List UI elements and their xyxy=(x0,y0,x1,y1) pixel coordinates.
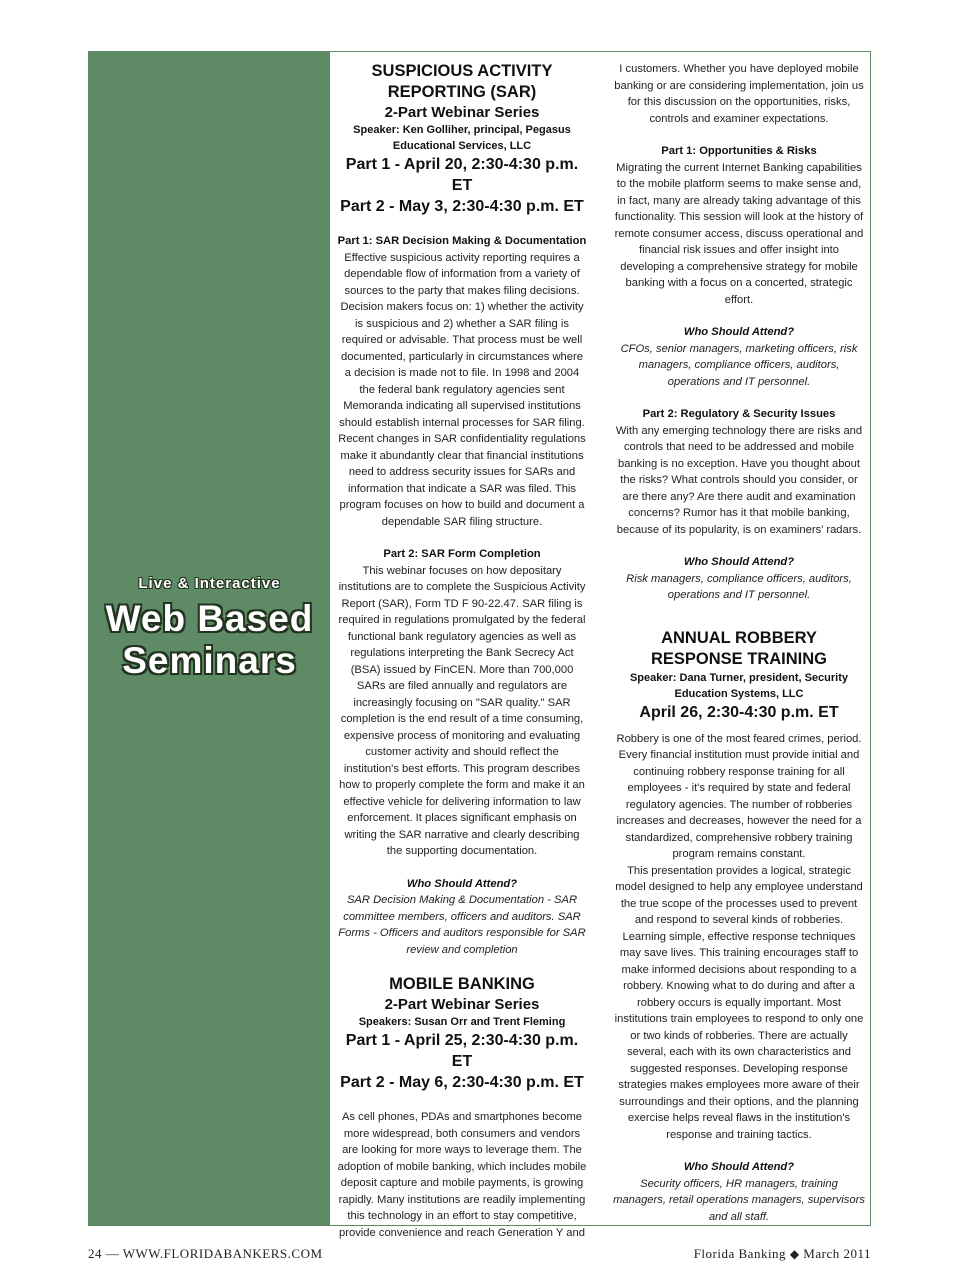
diamond-icon: ◆ xyxy=(789,1247,800,1261)
mobile-who1-body: CFOs, senior managers, marketing officers, risk managers, compliance officers, auditors, operations and IT personnel. xyxy=(620,342,858,388)
sar-date-2: Part 2 - May 3, 2:30-4:30 p.m. ET xyxy=(340,198,584,215)
mobile-series: 2-Part Webinar Series xyxy=(384,996,540,1013)
left-column xyxy=(337,61,587,1241)
robbery-date: April 26, 2:30-4:30 p.m. ET xyxy=(639,703,839,721)
mobile-who1-heading: Who Should Attend? xyxy=(683,326,795,338)
mobile-who2-heading: Who Should Attend? xyxy=(683,556,795,568)
mobile-date-1: Part 1 - April 25, 2:30-4:30 p.m. ET xyxy=(345,1032,579,1070)
mobile-who2-body: Risk managers, compliance officers, auditors, operations and IT personnel. xyxy=(626,572,852,601)
robbery-who-body: Security officers, HR managers, training managers, retail operations managers, supervisors and all staff. xyxy=(613,1177,865,1223)
robbery-title-line1: ANNUAL ROBBERY xyxy=(661,628,817,647)
robbery-speaker xyxy=(613,670,865,702)
robbery-body-2: This presentation provides a logical, strategic model designed to help any employee understand the true scope of the processes used to prevent and respond to several kinds of robberies. Learning simple, effective response techniques may save lives. This training encourages staff to make informed decisions about responding to a robbery. Knowing what to do during and after a robbery occurs is equally important. Most institutions train employees to respond to only one or two kinds of robberies. There are actually several, each with its own characteristics and suggested responses. Developing response strategies makes employees more aware of their surroundings and their options, and the planning exercise helps reveal flaws in the institution's response and training tactics. xyxy=(614,864,864,1141)
sar-who-heading: Who Should Attend? xyxy=(406,877,518,890)
mobile-title: MOBILE BANKING xyxy=(389,975,535,993)
sar-title-line2: REPORTING (SAR) xyxy=(387,83,537,101)
robbery-speaker-line1: Speaker: Dana Turner, president, Security xyxy=(629,671,849,684)
article-frame xyxy=(88,51,871,1239)
sar-series: 2-Part Webinar Series xyxy=(384,104,540,121)
mobile-part2-body: With any emerging technology there are risks and controls that need to be addressed and mobile banking is no exception. Have you thought about the risks? What controls should you consider, or are there any? Are there audit and examination concerns? Rumor has it that mobile banking, because of its popularity, is on examiners’ radars. xyxy=(615,424,863,536)
sar-speaker xyxy=(337,122,587,154)
sidebar-tagline: Live & Interactive xyxy=(138,575,281,592)
sidebar-title-line2: Seminars xyxy=(122,640,297,681)
sar-part1-heading: Part 1: SAR Decision Making & Documentation xyxy=(337,235,587,247)
robbery-who-heading: Who Should Attend? xyxy=(683,1161,795,1173)
right-column xyxy=(613,61,865,1225)
sar-date-1: Part 1 - April 20, 2:30-4:30 p.m. ET xyxy=(345,156,579,194)
mobile-part2-heading: Part 2: Regulatory & Security Issues xyxy=(642,408,836,420)
sidebar-panel xyxy=(89,52,330,1225)
sar-title xyxy=(337,61,587,103)
mobile-intro: As cell phones, PDAs and smartphones become more widespread, both consumers and vendors are looking for more ways to leverage them. The adoption of mobile banking, which includes mobile deposit capture and mobile payments, is growing rapidly. Many institutions are readily implementing this technology in an effort to stay competitive, provide convenience and reach Generation Y and xyxy=(337,1111,587,1239)
sar-part2-body: This webinar focuses on how depositary institutions are to complete the Suspicious Activity Report (SAR), Form TD F 90-22.47. SAR filing is required in regulations promulgated by the federal functional bank regulatory agencies as well as regulations interpreting the Bank Secrecy Act (BSA) issued by FinCEN. More than 700,000 SARs are filed annually and regulators are increasingly focusing on "SAR quality." SAR completion is the end result of a time consuming, expensive process of monitoring and evaluating customer activity and should reflect the institution's best efforts. This program describes how to properly complete the form and make it an effective vehicle for delivering information to law enforcement. It places significant emphasis on writing the SAR narrative and clearly describing the supporting documentation. xyxy=(338,564,586,857)
sidebar-title xyxy=(89,598,330,682)
robbery-title xyxy=(613,628,865,670)
sar-title-line1: SUSPICIOUS ACTIVITY xyxy=(371,62,553,80)
robbery-body-1: Robbery is one of the most feared crimes, period. Every financial institution must provide initial and continuing robbery response training for all employees - it's required by state and federal regulatory agencies. The number of robberies increases and decreases, however the need for a standardized, comprehensive robbery training program remains constant. xyxy=(616,732,862,860)
sar-speaker-line2: Educational Services, LLC xyxy=(392,140,532,152)
mobile-part1-body: Migrating the current Internet Banking capabilities to the mobile platform seems to make sense and, in fact, many are already taking advantage of this functionality. This session will look at the history of remote consumer access, discuss operational and financial risk issues and offer insight into developing a comprehensive strategy for mobile banking with a focus on a concerted, strategic effort. xyxy=(614,161,864,306)
sar-who-body: SAR Decision Making & Documentation - SAR committee members, officers and auditors. SAR Forms - Officers and auditors responsible for SAR review and completion xyxy=(338,894,586,956)
robbery-title-line2: RESPONSE TRAINING xyxy=(650,649,828,668)
footer-page-url: 24 — WWW.FLORIDABANKERS.COM xyxy=(88,1246,323,1261)
sidebar-title-line1: Web Based xyxy=(105,598,314,639)
mobile-part1-heading: Part 1: Opportunities & Risks xyxy=(661,145,817,157)
mobile-date-2: Part 2 - May 6, 2:30-4:30 p.m. ET xyxy=(340,1074,584,1091)
mobile-speakers: Speakers: Susan Orr and Trent Fleming xyxy=(358,1016,566,1028)
sar-speaker-line1: Speaker: Ken Golliher, principal, Pegasus xyxy=(353,124,571,136)
footer-pub-name: Florida Banking xyxy=(693,1246,787,1261)
robbery-speaker-line2: Education Systems, LLC xyxy=(674,687,804,700)
sar-part2-heading: Part 2: SAR Form Completion xyxy=(383,548,541,560)
footer-publication xyxy=(694,1246,871,1262)
sar-part1-body: Effective suspicious activity reporting requires a dependable flow of information from a variety of sources to the party that makes filing decisions. Decision makers focus on: 1) whether the activity is suspicious and 2) whether a SAR filing is required or advisable. That process must be well documented, particularly in circumstances where a decision is made not to file. In 1998 and 2004 the federal bank regulatory agencies sent Memoranda indicating all supervised institutions should establish internal processes for SAR filing. Recent changes in SAR confidentiality regulations make it abundantly clear that financial institutions need to address security issues for SARs and information that indicate a SAR was filed. This program focuses on how to build and document a dependable SAR filing structure. xyxy=(338,251,586,528)
mobile-intro-continued: I customers. Whether you have deployed mobile banking or are considering implementation, join us for this discussion on the opportunities, risks, controls and examiner expectations. xyxy=(614,63,864,125)
footer-issue-date: March 2011 xyxy=(803,1246,871,1261)
